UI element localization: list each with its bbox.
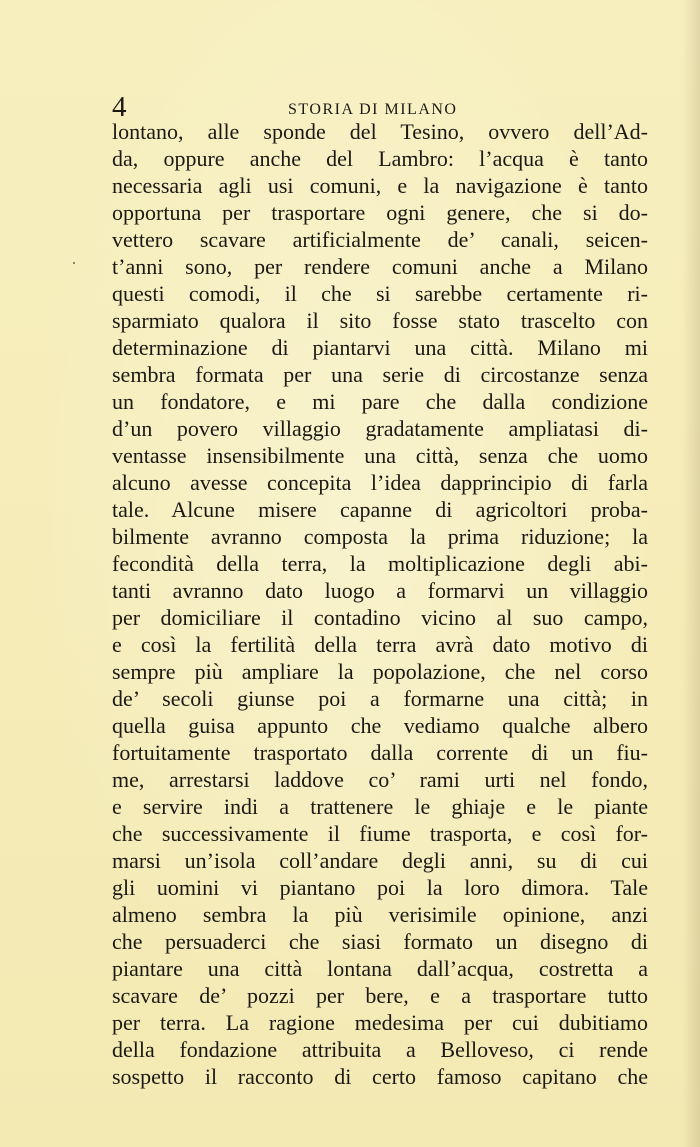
text-line: sempre più ampliare la popolazione, che nel corso (112, 659, 648, 684)
page-number: 4 (112, 91, 127, 123)
text-line: da, oppure anche del Lambro: l’acqua è tanto (112, 146, 648, 171)
text-line: alcuno avesse concepita l’idea dapprincipio di farla (112, 470, 648, 495)
text-line: marsi un’isola coll’andare degli anni, su di cui (112, 848, 648, 873)
text-line: bilmente avranno composta la prima riduzione; la (112, 524, 648, 549)
text-line: per terra. La ragione medesima per cui dubitiamo (112, 1010, 648, 1035)
text-line: fortuitamente trasportato dalla corrente di un fiu- (112, 740, 648, 765)
text-line: piantare una città lontana dall’acqua, costretta a (112, 956, 648, 981)
text-line: scavare de’ pozzi per bere, e a trasportare tutto (112, 983, 648, 1008)
text-line: che successivamente il fiume trasporta, e così for- (112, 821, 648, 846)
text-line: un fondatore, e mi pare che dalla condizione (112, 389, 648, 414)
running-title: STORIA DI MILANO (288, 101, 458, 118)
page-edge-shadow (682, 0, 700, 1147)
text-line: sospetto il racconto di certo famoso capitano che (112, 1064, 648, 1089)
text-line: fecondità della terra, la moltiplicazione degli abi- (112, 551, 648, 576)
text-line: e servire indi a trattenere le ghiaje e le piante (112, 794, 648, 819)
text-line: vettero scavare artificialmente de’ canali, seicen- (112, 227, 648, 252)
text-line: determinazione di piantarvi una città. Milano mi (112, 335, 648, 360)
text-line: questi comodi, il che si sarebbe certamente ri- (112, 281, 648, 306)
text-line: che persuaderci che siasi formato un disegno di (112, 929, 648, 954)
text-line: quella guisa appunto che vediamo qualche albero (112, 713, 648, 738)
text-line: t’anni sono, per rendere comuni anche a Milano (112, 254, 648, 279)
text-line: necessaria agli usi comuni, e la navigazione è tanto (112, 173, 648, 198)
text-line: me, arrestarsi laddove co’ rami urti nel fondo, (112, 767, 648, 792)
text-line: lontano, alle sponde del Tesino, ovvero dell’Ad- (112, 119, 648, 144)
text-line: d’un povero villaggio gradatamente ampliatasi di- (112, 416, 648, 441)
text-line: gli uomini vi piantano poi la loro dimora. Tale (112, 875, 648, 900)
paper-speck (73, 262, 75, 264)
text-line: per domiciliare il contadino vicino al suo campo, (112, 605, 648, 630)
text-line: tanti avranno dato luogo a formarvi un villaggio (112, 578, 648, 603)
text-line: tale. Alcune misere capanne di agricoltori proba- (112, 497, 648, 522)
text-line: della fondazione attribuita a Belloveso, ci rende (112, 1037, 648, 1062)
text-line: de’ secoli giunse poi a formarne una città; in (112, 686, 648, 711)
text-line: sembra formata per una serie di circostanze senza (112, 362, 648, 387)
text-line: almeno sembra la più verisimile opinione, anzi (112, 902, 648, 927)
text-line: e così la fertilità della terra avrà dato motivo di (112, 632, 648, 657)
body-text (112, 118, 648, 1090)
text-line: opportuna per trasportare ogni genere, che si do- (112, 200, 648, 225)
text-line: ventasse insensibilmente una città, senza che uomo (112, 443, 648, 468)
text-line: sparmiato qualora il sito fosse stato trascelto con (112, 308, 648, 333)
